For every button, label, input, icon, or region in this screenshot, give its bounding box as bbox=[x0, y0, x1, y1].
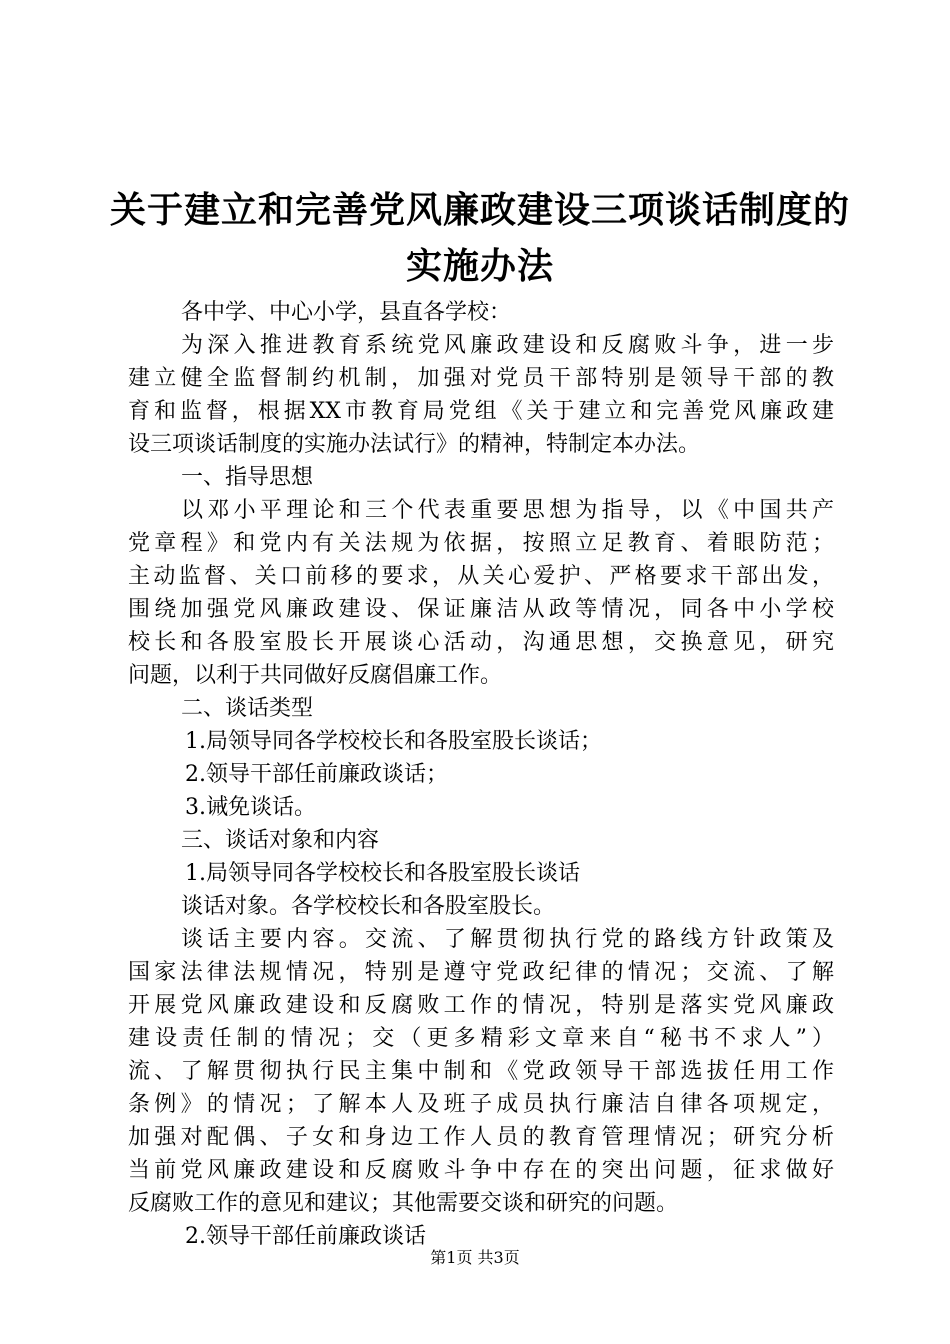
section-heading: 三、谈话对象和内容 bbox=[181, 828, 380, 853]
list-item: 3.诫免谈话。 bbox=[185, 795, 316, 820]
document-body bbox=[128, 296, 834, 1253]
paragraph-line: 开展党风廉政建设和反腐败工作的情况，特别是落实党风廉政 bbox=[128, 993, 834, 1018]
paragraph-line: 党章程》和党内有关法规为依据，按照立足教育、着眼防范； bbox=[128, 531, 834, 556]
paragraph-line: 以邓小平理论和三个代表重要思想为指导，以《中国共产 bbox=[181, 498, 834, 523]
paragraph-line: 围绕加强党风廉政建设、保证廉洁从政等情况，同各中小学校 bbox=[128, 597, 834, 622]
paragraph-line: 主动监督、关口前移的要求，从关心爱护、严格要求干部出发， bbox=[128, 564, 834, 589]
section-heading: 二、谈话类型 bbox=[181, 696, 314, 721]
document-title-line-1: 关于建立和完善党风廉政建设三项谈话制度的 bbox=[110, 189, 851, 231]
list-item: 2.领导干部任前廉政谈话； bbox=[185, 762, 448, 787]
list-item: 1.局领导同各学校校长和各股室股长谈话； bbox=[185, 729, 602, 754]
paragraph-line: 国家法律法规情况，特别是遵守党政纪律的情况；交流、了解 bbox=[128, 960, 834, 985]
paragraph-line: 谈话对象。各学校校长和各股室股长。 bbox=[181, 894, 556, 919]
paragraph-line: 设三项谈话制度的实施办法试行》的精神，特制定本办法。 bbox=[128, 432, 701, 457]
paragraph-line: 当前党风廉政建设和反腐败斗争中存在的突出问题，征求做好 bbox=[128, 1158, 834, 1183]
paragraph-line: 谈话主要内容。交流、了解贯彻执行党的路线方针政策及 bbox=[181, 927, 834, 952]
subsection-heading: 2.领导干部任前廉政谈话 bbox=[185, 1224, 426, 1249]
paragraph-line: 建立健全监督制约机制，加强对党员干部特别是领导干部的教 bbox=[128, 366, 834, 391]
section-heading: 一、指导思想 bbox=[181, 465, 314, 490]
paragraph-line: 加强对配偶、子女和身边工作人员的教育管理情况；研究分析 bbox=[128, 1125, 834, 1150]
paragraph-line: 建设责任制的情况；交（更多精彩文章来自“秘书不求人”） bbox=[128, 1026, 834, 1051]
document-title-line-2: 实施办法 bbox=[405, 245, 554, 287]
paragraph-line: 校长和各股室股长开展谈心活动，沟通思想，交换意见，研究 bbox=[128, 630, 834, 655]
paragraph-line: 流、了解贯彻执行民主集中制和《党政领导干部选拔任用工作 bbox=[128, 1059, 834, 1084]
subsection-heading: 1.局领导同各学校校长和各股室股长谈话 bbox=[185, 861, 580, 886]
paragraph-line: 反腐败工作的意见和建议；其他需要交谈和研究的问题。 bbox=[128, 1191, 679, 1216]
page-number-footer: 第1页 共3页 bbox=[430, 1248, 520, 1267]
paragraph-line: 条例》的情况；了解本人及班子成员执行廉洁自律各项规定， bbox=[128, 1092, 834, 1117]
paragraph-line: 问题，以利于共同做好反腐倡廉工作。 bbox=[128, 663, 503, 688]
salutation: 各中学、中心小学，县直各学校： bbox=[181, 300, 512, 325]
paragraph-line: 为深入推进教育系统党风廉政建设和反腐败斗争，进一步 bbox=[181, 333, 834, 358]
paragraph-line: 育和监督，根据XX市教育局党组《关于建立和完善党风廉政建 bbox=[128, 399, 834, 424]
